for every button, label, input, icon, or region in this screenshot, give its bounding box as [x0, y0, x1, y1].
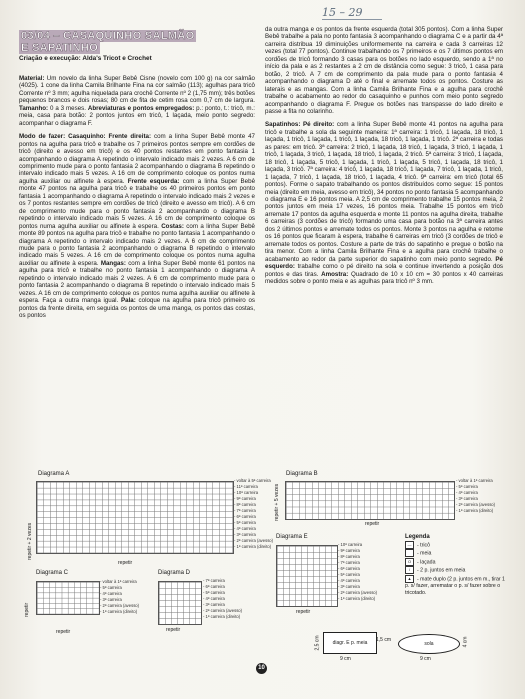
diagram-c-side-label: repetir	[24, 602, 30, 617]
diagram-c-grid	[36, 581, 100, 615]
legend-title: Legenda	[405, 534, 430, 540]
diagram-e-row-label: - 3ª carreira	[338, 584, 360, 589]
diagram-b-row-labels	[456, 478, 495, 514]
handwritten-note: 15 – 29	[322, 6, 382, 20]
legend-item-lacada: O - laçada	[405, 558, 505, 566]
diagram-b-side-label: repetir + 5 vezes	[274, 483, 280, 521]
diagram-b-row-label: - 2ª carreira (avesso)	[456, 502, 496, 507]
diagram-c-row-label: - voltar à 1ª carreira	[100, 579, 137, 584]
diagram-c-label: Diagrama C	[36, 570, 69, 576]
diagram-b-repeat-label: repetir	[365, 521, 380, 527]
two-together-symbol-icon: /	[405, 566, 414, 574]
diagram-e-row-label: - 4ª carreira	[338, 578, 360, 583]
diagram-d-label: Diagrama D	[158, 570, 191, 576]
right-column	[265, 26, 503, 291]
diagram-c-row-label: - 2ª carreira (avesso)	[100, 603, 140, 608]
page-number: 10	[256, 663, 267, 674]
diagram-e-row-label: - 1ª carreira (direito)	[338, 596, 376, 601]
diagram-b-row-label: - 5ª carreira	[456, 484, 478, 489]
title-line-2: E SAPATINHO	[21, 42, 98, 54]
diagram-a-row-label: - 1ª carreira (direito)	[234, 544, 272, 549]
material-paragraph: Material: Um novelo da linha Super Bebê Cisne (novelo com 100 g) na cor salmão (4025). 1 cone da linha Camila Brilhante Fina na cor salmão (113); agulhas para tricô Corrente nº 3 mm; agulha niquelada para crochê Corrente nº 2 (1,75 mm); três botões pequenos brancos e dois rosas; 80 cm de fita de cetim rosa com 0,7 cm de largura. Tamanho: 0 a 3 meses. Abreviaturas e pontos empregados: p.: ponto, t.: tricô, m.: meia, casa para botão: 2 pontos juntos em tricô, 1 laçada, meio ponto segredo: acompanhar o diagrama F.	[19, 75, 255, 127]
diagram-a-row-label: - 9ª carreira	[234, 496, 256, 501]
diagram-d-row-label: - 3ª carreira	[203, 602, 225, 607]
diagram-a-row-label: - 4ª carreira	[234, 526, 256, 531]
diagram-e-row-label: - 6ª carreira	[338, 566, 360, 571]
legend-item-meia: - meia	[405, 549, 505, 557]
diagram-b-row-label: - 4ª carreira	[456, 490, 478, 495]
diagram-b-row-label: - 3ª carreira	[456, 496, 478, 501]
dim-height-left: 2,5 cm	[314, 635, 321, 651]
diagram-a-side-label: repetir + 2 vezes	[27, 522, 33, 560]
legend-item-mate-duplo: ▲ - mate duplo (2 p. juntos em m., tirar 1 p. s/ fazer, arrematar o p. s/ fazer sobre o tricotado.	[405, 575, 505, 596]
diagram-e-repeat-label: repetir	[296, 609, 311, 615]
schematic-meia-label: p. meia	[350, 640, 368, 646]
diagram-c-row-label: - 3ª carreira	[100, 597, 122, 602]
diagram-a-row-label: - 5ª carreira	[234, 520, 256, 525]
diagram-a-row-label: - 6ª carreira	[234, 514, 256, 519]
diagram-e-label: Diagrama E	[276, 534, 308, 540]
dim-width-upper: 9 cm	[340, 656, 351, 662]
diagram-a-label: Diagrama A	[38, 471, 70, 477]
diagram-a-row-label: - 3ª carreira	[234, 532, 256, 537]
diagram-d-row-labels	[203, 578, 242, 620]
sole-schematic: sola	[398, 634, 460, 654]
diagram-e-row-label: - 5ª carreira	[338, 572, 360, 577]
diagram-e-row-label: - 9ª carreira	[338, 548, 360, 553]
diagram-a-row-label: - 10ª carreira	[234, 490, 259, 495]
diagram-d-row-label: - 4ª carreira	[203, 596, 225, 601]
diagram-b-row-label: - 1ª carreira (direito)	[456, 508, 494, 513]
lacada-symbol-icon: O	[405, 558, 414, 566]
diagram-c-row-label: - 5ª carreira	[100, 585, 122, 590]
diagram-e-grid	[276, 545, 338, 607]
diagram-a-row-label: - 8ª carreira	[234, 502, 256, 507]
diagram-a-row-label: - 7ª carreira	[234, 508, 256, 513]
diagram-d-row-label: - 6ª carreira	[203, 584, 225, 589]
instructions-paragraph: Modo de fazer: Casaquinho: Frente direita: com a linha Super Bebê monte 47 pontos na agulha para tricô e trabalhe os 7 primeiros pontos sempre em cordões de tricô (direito e avesso em tricô) e os 40 pontos restantes em ponto fantasia 1 acompanhando o diagrama A repetindo o intervalo indicado mais 2 vezes. A 6 cm de comprimento mude para o ponto fantasia 2 acompanhando o diagrama B repetindo o intervalo indicado mais 5 vezes. A 16 cm de comprimento coloque os pontos numa agulha auxiliar ou alfinete à espera. Frente esquerda: com a linha Super Bebê monte 47 pontos na agulha para tricô e trabalhe os 40 primeiros pontos em ponto fantasia 1 acompanhando o diagrama A repetindo o intervalo indicado mais 2 vezes e os 7 pontos restantes sempre em cordões de tricô (direito e avesso em tricô). A 6 cm de comprimento mude para o ponto fantasia 2 acompanhando o diagrama B repetindo o intervalo indicado mais 5 vezes. A 16 cm de comprimento coloque os pontos numa agulha auxiliar ou alfinete à espera. Costas: com a linha Super Bebê monte 89 pontos na agulha para tricô e trabalhe no ponto fantasia 1 acompanhando o diagrama A repetindo o intervalo indicado mais 2 vezes. A 6 cm de comprimento mude para o ponto fantasia 2 acompanhando o diagrama B repetindo o intervalo indicado mais 5 vezes. A 16 cm de comprimento coloque os pontos numa agulha auxiliar ou alfinete à espera. Mangas: com a linha Super Bebê monte 61 pontos na agulha para tricô e trabalhe no ponto fantasia 1 acompanhando o diagrama A repetindo o intervalo indicado mais 2 vezes. A 6 cm de comprimento mude para o ponto fantasia 2 acompanhando o diagrama B repetindo o intervalo indicado mais 5 vezes. A 16 cm de comprimento coloque os pontos numa agulha auxiliar ou alfinete à espera. Faça a outra manga igual. Pala: coloque na agulha para tricô primeiro os pontos da frente direita, em seguida os pontos de uma manga, os pontos das costas, os pontos	[19, 133, 256, 320]
diagram-d-row-label: - 1ª carreira (direito)	[203, 614, 241, 619]
double-decrease-symbol-icon: ▲	[405, 575, 414, 583]
diagram-a-row-label: - 11ª carreira	[234, 484, 258, 489]
diagram-e-row-label: - 2ª carreira (avesso)	[338, 590, 378, 595]
diagram-a-grid	[36, 481, 234, 554]
shoe-upper-schematic	[323, 632, 377, 654]
schematic-diag-label: diagr. E	[332, 640, 350, 646]
diagram-e-row-label: - 7ª carreira	[338, 560, 360, 565]
legend	[405, 534, 505, 597]
diagram-d-row-label: - 5ª carreira	[203, 590, 225, 595]
diagram-a-repeat-label: repetir	[118, 560, 133, 566]
credits: Criação e execução: Alda's Tricot e Crochet	[19, 55, 152, 62]
diagram-a-row-labels	[234, 478, 273, 550]
diagram-d-grid	[158, 581, 202, 625]
left-column	[19, 75, 255, 326]
diagram-a-row-label: - 2ª carreira (avesso)	[234, 538, 274, 543]
diagram-b-grid	[285, 481, 455, 520]
diagram-a-row-label: - voltar à 5ª carreira	[234, 478, 271, 483]
pala-continuation: da outra manga e os pontos da frente esquerda (total 305 pontos). Com a linha Super Bebê trabalhe a pala no ponto fantasia 3 acompanhando o diagrama C e a partir da 4ª carreira distribua 19 diminuições uniformemente na carreira e cada 3 carreiras 12 vezes (total 77 pontos). Continue trabalhando os 7 primeiros e os 7 últimos pontos em cordões de tricô formando 3 casas para os botões no lado esquerdo, sendo a 1ª no início da pala e as 2 restantes a 2 cm de distância como segue: 3 tricô, 1 casa para botão, 2 tricô. A 7 cm de comprimento da pala mude para o ponto fantasia 4 acompanhando o diagrama D até o final e arremate todos os pontos. Costure as laterais e as mangas. Com a linha Camila Brilhante Fina e a agulha para crochê trabalhe o acabamento ao redor do casaquinho e punhos com meio ponto segredo acompanhando o diagrama F. Pregue os botões nas transpasse do lado direito e passe a fita no colarinho.	[265, 26, 503, 115]
diagram-c-row-label: - 4ª carreira	[100, 591, 122, 596]
meia-symbol-icon	[405, 549, 414, 557]
diagram-c-row-labels	[100, 579, 139, 615]
diagram-e-row-label: - 8ª carreira	[338, 554, 360, 559]
legend-item-2-juntos: / - 2 p. juntos em meia	[405, 566, 505, 574]
dim-sole-height: 4 cm	[462, 636, 469, 648]
diagram-d-row-label: - 7ª carreira	[203, 578, 225, 583]
diagram-c-row-label: - 1ª carreira (direito)	[100, 609, 138, 614]
legend-item-trico: — - tricô	[405, 541, 505, 549]
title-line-1: 03/04 – CASAQUINHO SALMÃO	[21, 30, 195, 42]
diagram-b-row-label: - voltar à 1ª carreira	[456, 478, 493, 483]
dim-sole-width: 9 cm	[420, 656, 431, 662]
diagram-c-repeat-label: repetir	[56, 629, 71, 635]
trico-symbol-icon: —	[405, 541, 414, 549]
dim-height-right: 1,5 cm	[376, 637, 392, 643]
diagram-b-label: Diagrama B	[286, 471, 318, 477]
sapatinhos-paragraph: Sapatinhos: Pé direito: com a linha Super Bebê monte 41 pontos na agulha para tricô e trabalhe a sola da seguinte maneira: 1ª carreira: 1 tricô, 1 laçada, 18 tricô, 1 laçada, 1 tricô, 1 laçada, 1 tricô, 1 laçada, 18 tricô, 1 laçada, 1 tricô. 2ª carreira e todas as pares: em tricô. 3ª carreira: 2 tricô, 1 laçada, 18 tricô, 1 laçada, 3 tricô, 1 laçada, 1 tricô, 1 laçada, 3 tricô, 1 laçada, 18 tricô, 1 laçada, 2 tricô. 5ª carreira: 3 tricô, 1 laçada, 18 tricô, 1 laçada, 5 tricô, 1 laçada, 1 tricô, 1 laçada, 5 tricô, 1 laçada, 18 tricô, 1 laçada, 3 tricô. 7ª carreira: 4 tricô, 1 laçada, 18 tricô, 1 laçada, 7 tricô, 1 laçada, 1 tricô, 1 laçada, 7 tricô, 1 laçada, 18 tricô, 1 laçada, 4 tricô. 9ª carreira: em tricô (total 65 pontos). Forme o sapato trabalhando os pontos distribuídos como segue: 15 pontos meia (direito em meia, avesso em tricô), 34 pontos no ponto fantasia 5 acompanhando o diagrama E e 16 pontos meia. A 2,5 cm de comprimento trabalhe 15 pontos meia, 2 pontos juntos em meia 17 vezes, 16 pontos meia. Trabalhe 15 pontos em tricô arremate 17 pontos da agulha esquerda e monte 11 pontos na agulha direita, trabalhe 6 carreiras (3 cordões de tricô) formando uma casa para botão na 3ª carreira antes dos 2 últimos pontos e arremate todos os pontos. Monte 3 pontos na agulha e retome os 16 pontos que ficaram à espera, trabalhe 6 carreiras em tricô (3 cordões de tricô e arremate todos os pontos. Costure a parte de trás do sapatinho e pregue o botão na tira menor. Com a linha Camila Brilhante Fina e a agulha para crochê trabalhe o acabamento ao redor da parte superior do sapatinho com meio ponto segredo. Pé esquerdo: trabalhe como o pé direito na sola e continue invertendo a posição dos pontos e das tiras. Amostra: Quadrado de 10 x 10 cm = 30 pontos x 40 carreiras medidos sobre o ponto meia e as agulhas para tricô nº 3 mm.	[265, 121, 504, 285]
diagram-d-repeat-label: repetir	[166, 627, 181, 633]
diagram-e-row-labels	[338, 542, 377, 602]
diagram-d-row-label: - 2ª carreira (avesso)	[203, 608, 243, 613]
pattern-title	[19, 30, 196, 54]
diagram-e-row-label: - 10ª carreira	[338, 542, 363, 547]
